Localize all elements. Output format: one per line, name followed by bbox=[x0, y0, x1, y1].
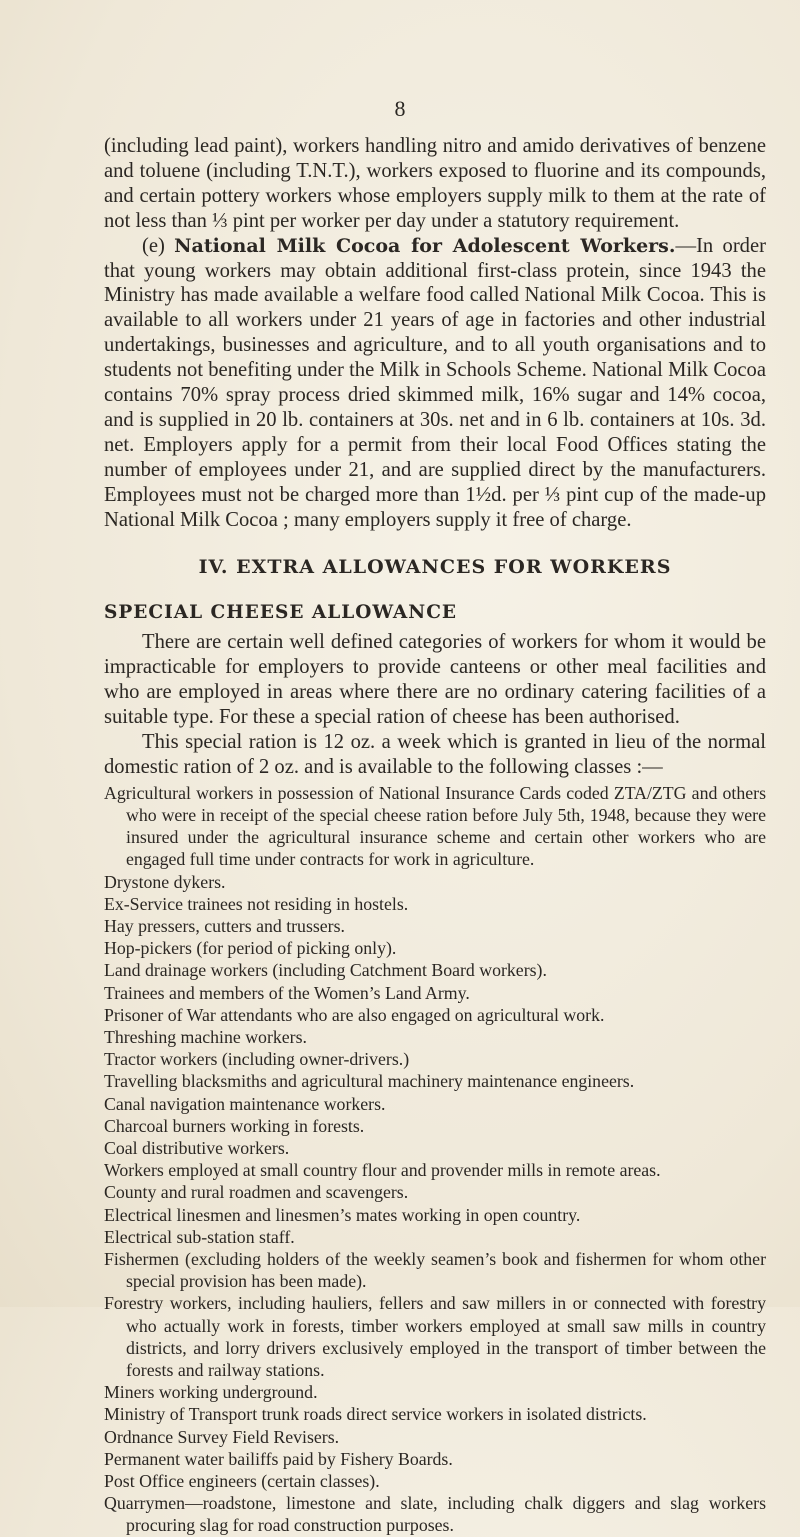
list-item: Forestry workers, including hauliers, fellers and saw millers in or connected with forestry who actually work in forests, timber workers employed at small saw mills in country districts, and lorry drivers exclusively employed in the transport of timber between the forests and railway stations. bbox=[104, 1293, 766, 1381]
page-number: 8 bbox=[394, 96, 406, 121]
list-item: Hay pressers, cutters and trussers. bbox=[104, 915, 345, 936]
list-item: Charcoal burners working in forests. bbox=[104, 1115, 365, 1136]
list-item: Fishermen (excluding holders of the weekly seamen’s book and fishermen for whom other special provision has been made). bbox=[104, 1249, 766, 1292]
eligible-classes-list bbox=[104, 782, 766, 1537]
list-item: Prisoner of War attendants who are also engaged on agricultural work. bbox=[104, 1004, 605, 1025]
list-item: Electrical sub-station staff. bbox=[104, 1226, 295, 1247]
list-item: Drystone dykers. bbox=[104, 871, 226, 892]
list-item: Travelling blacksmiths and agricultural machinery maintenance engineers. bbox=[104, 1071, 635, 1092]
list-item: Permanent water bailiffs paid by Fishery Boards. bbox=[104, 1448, 453, 1469]
section-iv-heading: IV. EXTRA ALLOWANCES FOR WORKERS bbox=[198, 555, 672, 578]
list-item: Agricultural workers in possession of National Insurance Cards coded ZTA/ZTG and others who were in receipt of the special cheese ration before July 5th, 1948, because they were insured under the agricultural insurance scheme and certain other workers who are engaged full time under contracts for work in agriculture. bbox=[104, 782, 766, 870]
list-item: Workers employed at small country flour and provender mills in remote areas. bbox=[104, 1160, 661, 1181]
list-item: Electrical linesmen and linesmen’s mates working in open country. bbox=[104, 1204, 581, 1225]
list-item: County and rural roadmen and scavengers. bbox=[104, 1182, 409, 1203]
paragraph-2: This special ration is 12 oz. a week which is granted in lieu of the normal domestic ration of 2 oz. and is available to the following classes :— bbox=[104, 730, 766, 778]
list-item: Coal distributive workers. bbox=[104, 1138, 290, 1158]
list-item: Ex-Service trainees not residing in hostels. bbox=[104, 893, 409, 914]
section-e-heading: National Milk Cocoa for Adolescent Workers. bbox=[174, 234, 676, 257]
list-item: Post Office engineers (certain classes). bbox=[104, 1471, 380, 1492]
section-e-paragraph bbox=[104, 234, 766, 533]
intro-paragraph: (including lead paint), workers handling nitro and amido derivatives of benzene and toluene (including T.N.T.), workers exposed to fluorine and its compounds, and certain pottery workers whose employers supply milk to them at the rate of not less than ⅓ pint per worker per day under a statutory requirement. bbox=[104, 135, 766, 232]
list-item: Miners working underground. bbox=[104, 1382, 318, 1403]
list-item: Quarrymen—roadstone, limestone and slate, including chalk diggers and slag workers procuring slag for road construction purposes. bbox=[104, 1493, 766, 1536]
list-item: Land drainage workers (including Catchment Board workers). bbox=[104, 960, 547, 981]
section-e-body: —In order that young workers may obtain additional first-class protein, since 1943 the Ministry has made available a welfare food called National Milk Cocoa. This is available to all workers under 21 years of age in factories and other industrial undertakings, businesses and agriculture, and to all youth organisations and to students not benefiting under the Milk in Schools Scheme. National Milk Cocoa contains 70% spray process dried skimmed milk, 16% sugar and 14% cocoa, and is supplied in 20 lb. containers at 30s. net and in 6 lb. containers at 10s. 3d. net. Employers apply for a permit from their local Food Offices stating the number of employees under 21, and are supplied direct by the manufacturers. Employees must not be charged more than 1½d. per ⅓ pint cup of the made-up National Milk Cocoa ; many employers supply it free of charge. bbox=[104, 234, 766, 531]
paragraph-1: There are certain well defined categories of workers for whom it would be impracticable for employers to provide canteens or other meal facilities and who are employed in areas where there are no ordinary catering facilities of a suitable type. For these a special ration of cheese has been authorised. bbox=[104, 631, 766, 729]
special-cheese-heading: SPECIAL CHEESE ALLOWANCE bbox=[104, 602, 458, 624]
list-item: Threshing machine workers. bbox=[104, 1026, 307, 1047]
list-item: Canal navigation maintenance workers. bbox=[104, 1093, 386, 1114]
list-item: Hop-pickers (for period of picking only). bbox=[104, 938, 397, 959]
list-item: Ministry of Transport trunk roads direct service workers in isolated districts. bbox=[104, 1404, 647, 1425]
section-e-marker: (e) bbox=[142, 234, 165, 257]
list-item: Ordnance Survey Field Revisers. bbox=[104, 1426, 340, 1447]
document-body bbox=[104, 134, 766, 1537]
list-item: Trainees and members of the Women’s Land Army. bbox=[104, 982, 470, 1003]
list-item: Tractor workers (including owner-drivers.) bbox=[104, 1049, 410, 1070]
